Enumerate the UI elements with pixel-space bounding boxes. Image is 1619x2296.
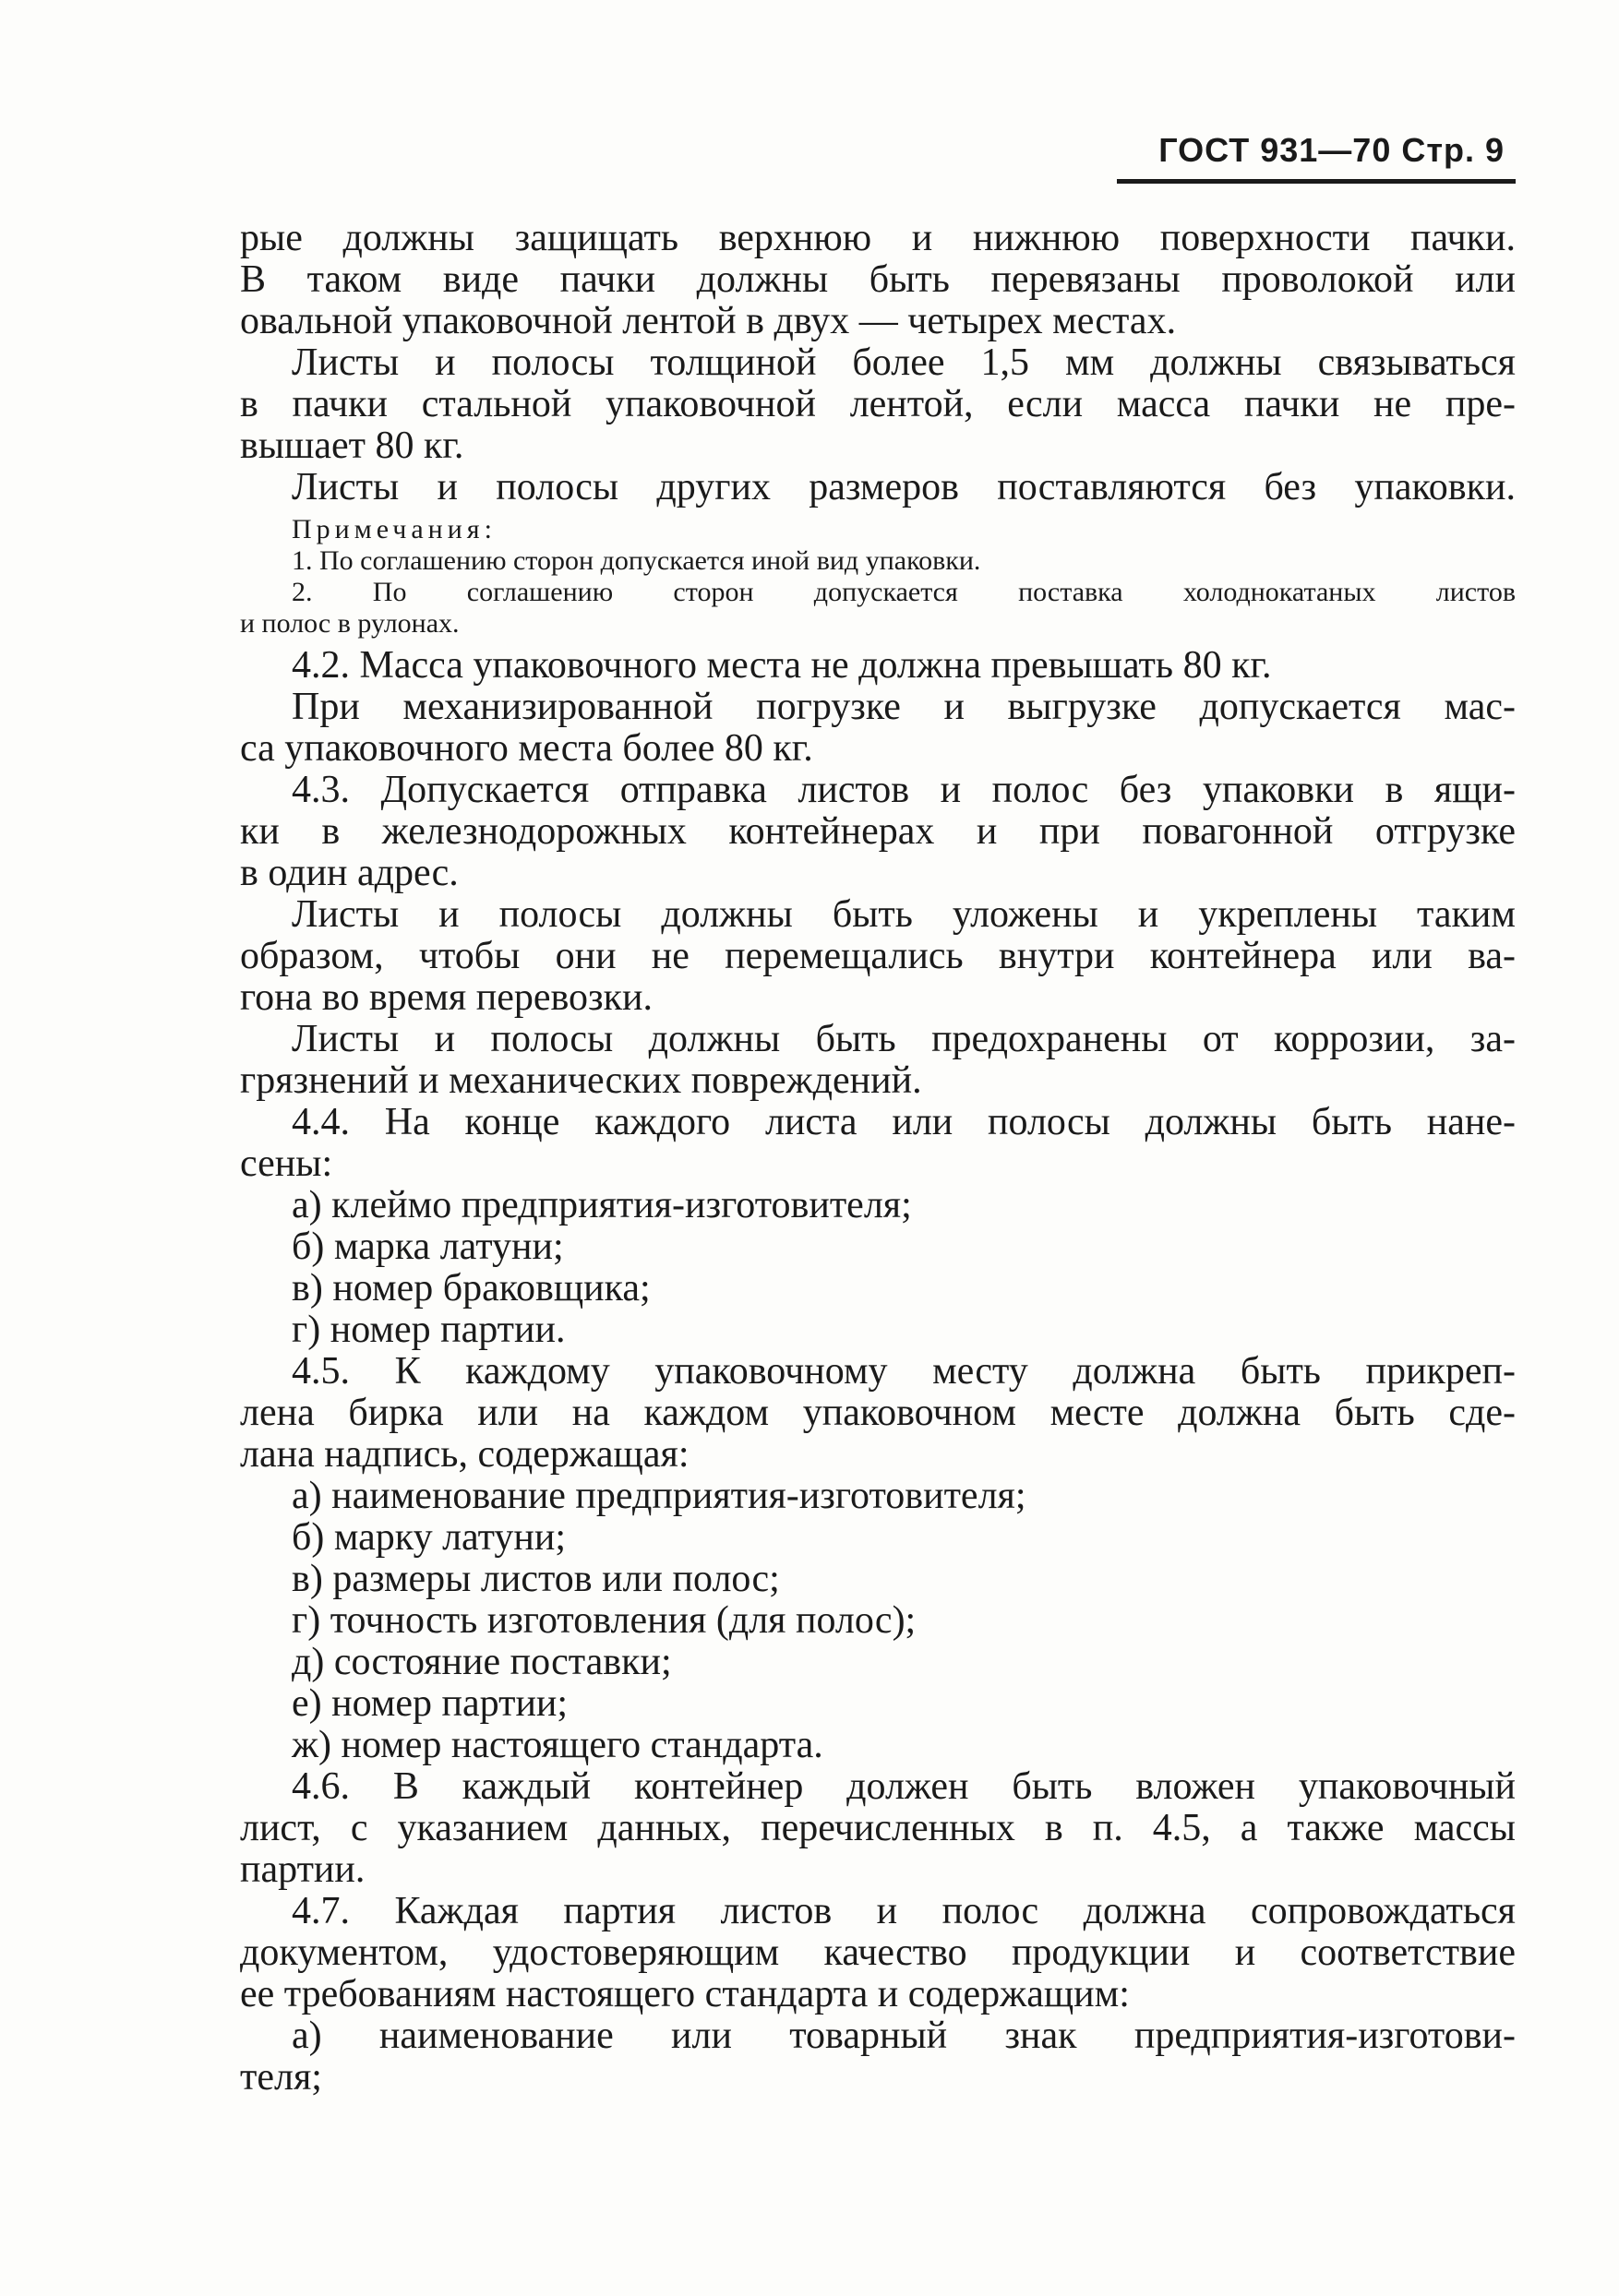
- list-item: б) марку латуни;: [292, 1516, 567, 1559]
- notes-heading: Примечания:: [292, 514, 497, 544]
- text-line: Листы и полосы толщиной более 1,5 мм должны связываться: [292, 341, 1516, 384]
- text-line: Листы и полосы должны быть предохранены от коррозии, за-: [292, 1018, 1516, 1060]
- list-item: в) размеры листов или полос;: [292, 1558, 780, 1600]
- page-header: ГОСТ 931—70 Стр. 9: [1158, 131, 1505, 169]
- text-line: 4.3. Допускается отправка листов и полос без упаковки в ящи-: [292, 769, 1516, 811]
- text-line: ки в железнодорожных контейнерах и при повагонной отгрузке: [240, 810, 1516, 853]
- list-item: г) точность изготовления (для полос);: [292, 1599, 917, 1642]
- text-line: лист, с указанием данных, перечисленных в п. 4.5, а также массы: [240, 1807, 1516, 1849]
- text-line: 4.6. В каждый контейнер должен быть вложен упаковочный: [292, 1765, 1516, 1808]
- list-item: а) наименование или товарный знак предприятия-изготови-: [292, 2015, 1516, 2057]
- text-line: 4.4. На конце каждого листа или полосы должны быть нане-: [292, 1101, 1516, 1143]
- note-line: 2. По соглашению сторон допускается поставка холоднокатаных листов: [292, 577, 1516, 607]
- text-line: вышает 80 кг.: [240, 425, 464, 467]
- text-line: грязнений и механических повреждений.: [240, 1059, 922, 1102]
- text-line: гона во время перевозки.: [240, 976, 653, 1019]
- list-item: г) номер партии.: [292, 1309, 566, 1351]
- text-line: партии.: [240, 1848, 366, 1891]
- text-line: документом, удостоверяющим качество продукции и соответствие: [240, 1931, 1516, 1974]
- text-line: 4.2. Масса упаковочного места не должна превышать 80 кг.: [292, 644, 1272, 687]
- note-line: 1. По соглашению сторон допускается иной вид упаковки.: [292, 545, 981, 576]
- text-line: рые должны защищать верхнюю и нижнюю поверхности пачки.: [240, 217, 1516, 259]
- text-line: образом, чтобы они не перемещались внутри контейнера или ва-: [240, 935, 1516, 977]
- text-line: 4.7. Каждая партия листов и полос должна сопровождаться: [292, 1890, 1516, 1932]
- list-item: б) марка латуни;: [292, 1226, 564, 1268]
- text-line: лана надпись, содержащая:: [240, 1433, 690, 1476]
- text-line: Листы и полосы должны быть уложены и укреплены таким: [292, 893, 1516, 936]
- text-line: теля;: [240, 2056, 322, 2099]
- text-line: В таком виде пачки должны быть перевязаны проволокой или: [240, 258, 1516, 301]
- text-line: При механизированной погрузке и выгрузке допускается мас-: [292, 686, 1516, 728]
- text-line: са упаковочного места более 80 кг.: [240, 727, 813, 770]
- list-item: е) номер партии;: [292, 1682, 569, 1725]
- header-rule: [1117, 179, 1516, 184]
- list-item: в) номер браковщика;: [292, 1267, 651, 1309]
- text-line: в пачки стальной упаковочной лентой, если масса пачки не пре-: [240, 383, 1516, 425]
- document-body: [240, 218, 1516, 2099]
- text-line: ее требованиям настоящего стандарта и содержащим:: [240, 1973, 1130, 2015]
- text-line: сены:: [240, 1142, 333, 1185]
- list-item: а) наименование предприятия-изготовителя;: [292, 1475, 1026, 1517]
- text-line: овальной упаковочной лентой в двух — четырех местах.: [240, 300, 1177, 342]
- note-line: и полос в рулонах.: [240, 608, 460, 639]
- list-item: ж) номер настоящего стандарта.: [292, 1724, 823, 1766]
- text-line: 4.5. К каждому упаковочному месту должна быть прикреп-: [292, 1350, 1516, 1393]
- text-line: в один адрес.: [240, 852, 459, 894]
- list-item: д) состояние поставки;: [292, 1641, 672, 1683]
- text-line: Листы и полосы других размеров поставляются без упаковки.: [292, 466, 1516, 508]
- text-line: лена бирка или на каждом упаковочном месте должна быть сде-: [240, 1392, 1516, 1434]
- list-item: а) клеймо предприятия-изготовителя;: [292, 1184, 912, 1226]
